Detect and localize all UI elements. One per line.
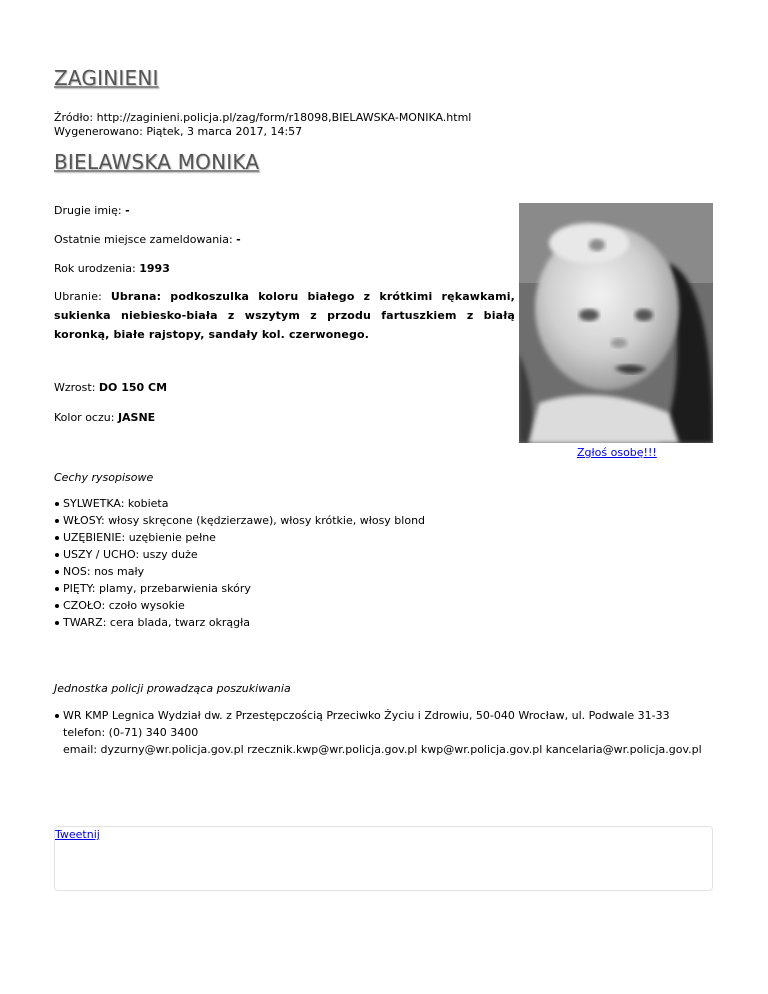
missing-person-photo: [519, 203, 713, 443]
eye-color-value: JASNE: [117, 411, 156, 424]
page-meta: [54, 111, 471, 139]
birth-year-field: [54, 262, 170, 275]
source-line: [54, 111, 471, 125]
generated-line: [54, 125, 471, 139]
police-unit-title: Jednostka policji prowadząca poszukiwania: [54, 682, 291, 695]
second-name-value: -: [125, 204, 130, 217]
features-title: Cechy rysopisowe: [54, 471, 154, 484]
second-name-field: [54, 204, 130, 217]
clothing-value: Ubrana: podkoszulka koloru białego z krótkimi rękawkami, sukienka niebiesko-biała z wszytym z przodu fartuszkiem z białą koronką, białe rajstopy, sandały kol. czerwonego.: [54, 290, 515, 341]
list-item: USZY / UCHO: uszy duże: [63, 546, 425, 563]
residence-label: Ostatnie miejsce zameldowania:: [54, 233, 233, 246]
list-item: NOS: nos mały: [63, 563, 425, 580]
features-list: [54, 495, 425, 631]
generated-label: Wygenerowano:: [54, 125, 143, 138]
eye-color-field: [54, 411, 155, 424]
birth-year-value: 1993: [139, 262, 170, 275]
source-url: http://zaginieni.policja.pl/zag/form/r18098,BIELAWSKA-MONIKA.html: [96, 111, 472, 124]
list-item: PIĘTY: plamy, przebarwienia skóry: [63, 580, 425, 597]
tweet-box: [54, 826, 713, 891]
police-unit-email: email: dyzurny@wr.policja.gov.pl rzecznik.kwp@wr.policja.gov.pl kwp@wr.policja.gov.pl kancelaria@wr.policja.gov.pl: [63, 743, 702, 756]
list-item: TWARZ: cera blada, twarz okrągła: [63, 614, 425, 631]
generated-value: Piątek, 3 marca 2017, 14:57: [146, 125, 303, 138]
residence-field: [54, 233, 241, 246]
height-label: Wzrost:: [54, 381, 96, 394]
birth-year-label: Rok urodzenia:: [54, 262, 136, 275]
height-field: [54, 381, 167, 394]
second-name-label: Drugie imię:: [54, 204, 122, 217]
list-item: WŁOSY: włosy skręcone (kędzierzawe), włosy krótkie, włosy blond: [63, 514, 426, 527]
list-item: SYLWETKA: kobieta: [63, 495, 425, 512]
clothing-field: [54, 287, 515, 344]
police-unit-name: WR KMP Legnica Wydział dw. z Przestępczością Przeciwko Życiu i Zdrowiu, 50-040 Wrocław, ul. Podwale 31-33: [63, 709, 670, 722]
list-item: CZOŁO: czoło wysokie: [63, 597, 425, 614]
person-name: BIELAWSKA MONIKA: [54, 150, 260, 174]
police-unit-info: [63, 707, 702, 758]
police-unit-phone: telefon: (0-71) 340 3400: [63, 726, 199, 739]
source-label: Źródło:: [54, 111, 94, 124]
residence-value: -: [236, 233, 241, 246]
tweet-link[interactable]: Tweetnij: [55, 828, 100, 841]
list-item: UZĘBIENIE: uzębienie pełne: [63, 529, 425, 546]
eye-color-label: Kolor oczu:: [54, 411, 115, 424]
clothing-label: Ubranie:: [54, 290, 102, 303]
site-title: ZAGINIENI: [54, 66, 159, 90]
height-value: DO 150 CM: [98, 381, 168, 394]
report-person-link[interactable]: Zgłoś osobę!!!: [577, 446, 657, 459]
